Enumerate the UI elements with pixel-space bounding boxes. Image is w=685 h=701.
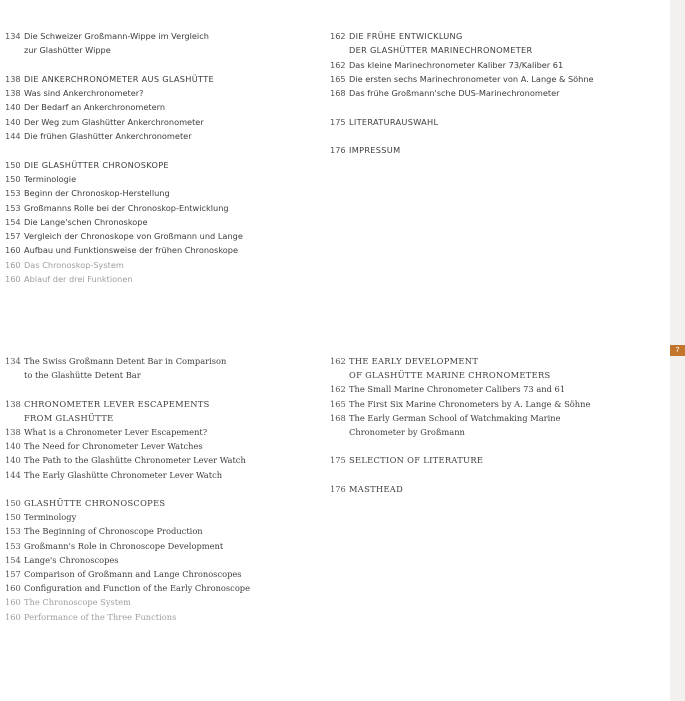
toc-entry-title: DIE GLASHÜTTER CHRONOSKOPE xyxy=(24,159,169,170)
toc-entry-title: Was sind Ankerchronometer? xyxy=(24,88,144,99)
spacer xyxy=(5,482,250,496)
toc-entry-title: MASTHEAD xyxy=(349,483,404,494)
toc-page-number: 153 xyxy=(5,188,21,199)
toc-page-number: 153 xyxy=(5,202,21,213)
toc-english-left xyxy=(5,354,250,624)
toc-entry-title: Lange's Chronoscopes xyxy=(24,554,119,565)
toc-entry-title: Configuration and Function of the Early Chronoscope xyxy=(24,583,251,594)
toc-entry xyxy=(330,382,590,396)
toc-entry-title: The Beginning of Chronoscope Production xyxy=(24,526,203,537)
toc-page-number xyxy=(330,43,349,57)
toc-entry-title: The Path to the Glashütte Chronometer Lever Watch xyxy=(24,455,246,466)
toc-entry xyxy=(5,86,243,100)
toc-entry-title: Aufbau und Funktionsweise der frühen Chronoskope xyxy=(24,245,239,256)
toc-page-number: 144 xyxy=(5,131,21,142)
toc-entry-title: The First Six Marine Chronometers by A. Lange & Söhne xyxy=(349,398,591,409)
toc-page-number: 154 xyxy=(5,554,21,565)
toc-entry xyxy=(5,100,243,114)
toc-entry-title: The Need for Chronometer Lever Watches xyxy=(24,441,203,452)
toc-entry-title: DIE ANKERCHRONOMETER AUS GLASHÜTTE xyxy=(24,73,214,84)
toc-page-number xyxy=(5,411,24,425)
toc-page-number: 150 xyxy=(5,173,21,184)
toc-entry-title: Performance of the Three Functions xyxy=(24,611,177,622)
toc-entry-title: Ablauf der drei Funktionen xyxy=(24,274,133,285)
toc-entry xyxy=(5,567,250,581)
toc-entry xyxy=(330,411,590,425)
toc-entry-title: IMPRESSUM xyxy=(349,145,401,156)
toc-entry xyxy=(5,43,243,57)
toc-page-number: 175 xyxy=(330,116,346,127)
toc-section-heading xyxy=(5,158,243,172)
toc-page-number: 176 xyxy=(330,145,346,156)
toc-entry xyxy=(5,186,243,200)
toc-entry-title: Die Schweizer Großmann-Wippe im Vergleich xyxy=(24,31,209,41)
toc-page-number xyxy=(5,43,24,57)
toc-entry-title: The Early Glashütte Chronometer Lever Watch xyxy=(24,469,223,480)
toc-entry xyxy=(5,595,250,609)
toc-section-heading xyxy=(330,43,594,57)
toc-page-number xyxy=(330,425,349,439)
toc-entry-title: The Chronoscope System xyxy=(24,597,131,608)
toc-page-number: 154 xyxy=(5,216,21,227)
toc-page-number: 162 xyxy=(330,384,346,395)
toc-entry-title: to the Glashütte Detent Bar xyxy=(24,370,141,381)
toc-entry xyxy=(330,397,590,411)
toc-page-number: 165 xyxy=(330,398,346,409)
toc-section-heading xyxy=(330,482,590,496)
toc-entry xyxy=(5,510,250,524)
toc-page-number: 150 xyxy=(5,512,21,523)
toc-entry-title: Der Bedarf an Ankerchronometern xyxy=(24,102,166,113)
toc-page-number: 157 xyxy=(5,231,21,242)
toc-page-number: 134 xyxy=(5,31,21,41)
toc-page-number xyxy=(5,368,24,382)
toc-page-number: 150 xyxy=(5,159,21,170)
toc-section-heading xyxy=(330,29,594,43)
toc-page-number: 140 xyxy=(5,116,21,127)
toc-page-number: 168 xyxy=(330,412,346,423)
toc-entry xyxy=(330,86,594,100)
toc-entry-title: Das kleine Marinechronometer Kaliber 73/Kaliber 61 xyxy=(349,59,564,70)
toc-page-number: 140 xyxy=(5,441,21,452)
spacer xyxy=(5,382,250,396)
toc-entry xyxy=(5,29,243,43)
toc-page-number: 138 xyxy=(5,73,21,84)
toc-entry-title: Vergleich der Chronoskope von Großmann und Lange xyxy=(24,231,243,242)
toc-entry xyxy=(5,229,243,243)
toc-entry xyxy=(5,581,250,595)
toc-page-number: 162 xyxy=(330,59,346,70)
toc-page-number: 160 xyxy=(5,611,21,622)
toc-page-number: 168 xyxy=(330,88,346,99)
toc-section-heading xyxy=(330,354,590,368)
toc-entry-title: Die frühen Glashütter Ankerchronometer xyxy=(24,131,192,142)
toc-section-heading xyxy=(330,115,594,129)
toc-entry-title: The Early German School of Watchmaking Marine xyxy=(349,412,561,423)
toc-entry xyxy=(330,58,594,72)
toc-entry-title: LITERATURAUSWAHL xyxy=(349,116,439,127)
toc-page-number: 140 xyxy=(5,455,21,466)
toc-page-number: 160 xyxy=(5,597,21,608)
spacer xyxy=(330,439,590,453)
toc-entry-title: DIE FRÜHE ENTWICKLUNG xyxy=(349,31,463,41)
toc-entry xyxy=(5,129,243,143)
toc-page-number: 153 xyxy=(5,540,21,551)
toc-entry-title: Großmann's Role in Chronoscope Development xyxy=(24,540,224,551)
toc-entry-title: Terminologie xyxy=(24,173,77,184)
toc-entry-title: OF GLASHÜTTE MARINE CHRONOMETERS xyxy=(349,370,551,381)
toc-section-heading xyxy=(330,453,590,467)
toc-entry-title: The Small Marine Chronometer Calibers 73 and 61 xyxy=(349,384,566,395)
toc-section-heading xyxy=(330,368,590,382)
toc-page-number: 144 xyxy=(5,469,21,480)
toc-entry xyxy=(5,115,243,129)
toc-page-number: 165 xyxy=(330,73,346,84)
toc-section-heading xyxy=(5,397,250,411)
toc-page-number: 160 xyxy=(5,245,21,256)
toc-page-number: 138 xyxy=(5,427,21,437)
toc-entry xyxy=(5,215,243,229)
toc-german-left xyxy=(5,29,243,286)
spacer xyxy=(5,58,243,72)
toc-entry-title: Chronometer by Großmann xyxy=(349,427,465,438)
toc-entry xyxy=(5,201,243,215)
toc-entry xyxy=(5,272,243,286)
toc-page-number: 140 xyxy=(5,102,21,113)
page-number: 7 xyxy=(670,345,685,356)
toc-entry-title: Die Lange'schen Chronoskope xyxy=(24,216,148,227)
toc-page-number: 160 xyxy=(5,583,21,594)
toc-page-number: 160 xyxy=(5,259,21,270)
toc-page-number: 138 xyxy=(5,88,21,99)
toc-entry xyxy=(5,610,250,624)
toc-entry-title: SELECTION OF LITERATURE xyxy=(349,455,484,466)
toc-page-number: 138 xyxy=(5,398,21,409)
toc-entry xyxy=(5,468,250,482)
toc-entry-title: Comparison of Großmann and Lange Chronoscopes xyxy=(24,569,242,580)
toc-page-number: 162 xyxy=(330,356,346,366)
toc-entry-title: Der Weg zum Glashütter Ankerchronometer xyxy=(24,116,204,127)
toc-entry xyxy=(5,258,243,272)
toc-entry-title: Großmanns Rolle bei der Chronoskop-Entwicklung xyxy=(24,202,229,213)
toc-entry-title: zur Glashütter Wippe xyxy=(24,45,111,56)
toc-page-number: 150 xyxy=(5,498,21,508)
toc-entry-title: Das frühe Großmann'sche DUS-Marinechronometer xyxy=(349,88,560,99)
toc-english-right xyxy=(330,354,590,496)
toc-entry xyxy=(5,368,250,382)
toc-page-number: 157 xyxy=(5,569,21,580)
spacer xyxy=(330,468,590,482)
toc-section-heading xyxy=(5,411,250,425)
toc-entry xyxy=(5,539,250,553)
toc-entry xyxy=(5,453,250,467)
toc-page-number: 160 xyxy=(5,274,21,285)
toc-entry xyxy=(5,524,250,538)
toc-page-number: 175 xyxy=(330,455,346,466)
toc-section-heading xyxy=(5,72,243,86)
toc-entry xyxy=(330,72,594,86)
toc-entry-title: Beginn der Chronoskop-Herstellung xyxy=(24,188,170,199)
toc-section-heading xyxy=(5,496,250,510)
toc-entry-title: Die ersten sechs Marinechronometer von A. Lange & Söhne xyxy=(349,73,594,84)
toc-entry xyxy=(5,243,243,257)
toc-german-right xyxy=(330,29,594,158)
spacer xyxy=(5,143,243,157)
toc-entry-title: DER GLASHÜTTER MARINECHRONOMETER xyxy=(349,45,533,56)
toc-entry xyxy=(5,553,250,567)
toc-page-number xyxy=(330,368,349,382)
toc-entry xyxy=(5,439,250,453)
toc-entry-title: CHRONOMETER LEVER ESCAPEMENTS xyxy=(24,398,210,409)
toc-page-number: 134 xyxy=(5,356,21,366)
toc-entry xyxy=(330,425,590,439)
toc-entry-title: Terminology xyxy=(24,512,77,523)
toc-entry-title: What is a Chronometer Lever Escapement? xyxy=(24,427,208,437)
toc-entry-title: THE EARLY DEVELOPMENT xyxy=(349,356,479,366)
toc-entry-title: The Swiss Großmann Detent Bar in Comparison xyxy=(24,356,227,366)
toc-entry-title: FROM GLASHÜTTE xyxy=(24,412,114,423)
toc-page-number: 176 xyxy=(330,483,346,494)
toc-page-number: 153 xyxy=(5,526,21,537)
toc-entry xyxy=(5,354,250,368)
spacer xyxy=(330,129,594,143)
spacer xyxy=(330,100,594,114)
toc-entry xyxy=(5,425,250,439)
toc-page-number: 162 xyxy=(330,31,346,41)
toc-section-heading xyxy=(330,143,594,157)
toc-entry xyxy=(5,172,243,186)
toc-entry-title: GLASHÜTTE CHRONOSCOPES xyxy=(24,498,166,508)
toc-entry-title: Das Chronoskop-System xyxy=(24,259,124,270)
